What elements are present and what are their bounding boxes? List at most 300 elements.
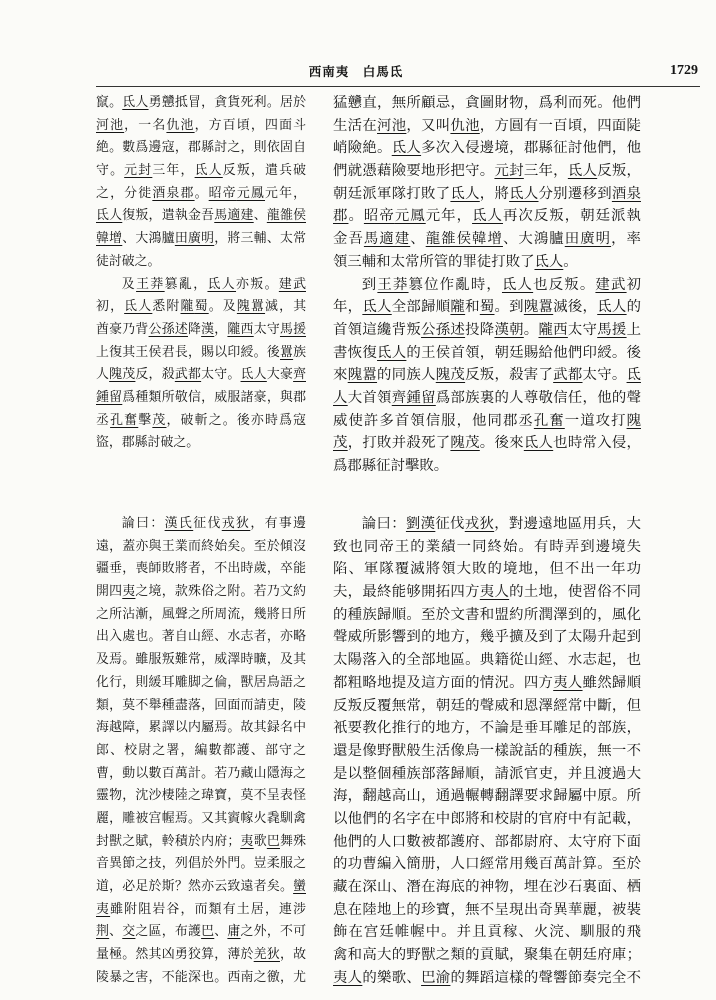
text-line: [333, 319, 641, 342]
text-run: 音異節之技，列倡於外門。豈柔服之: [96, 856, 306, 872]
underlined-proper-name: 隗茂: [450, 435, 480, 452]
underlined-proper-name: 武都: [174, 367, 202, 383]
text-run: 遠，蓋亦與王業而終始矣。至於傾沒: [96, 538, 306, 554]
text-run: 化行，則緩耳雕脚之倫，獸居鳥語之: [96, 674, 306, 690]
text-run: 之所沾漸，風聲之所周流，幾將日所: [96, 606, 306, 622]
paragraph: [333, 513, 641, 989]
underlined-proper-name: 夷人: [553, 674, 583, 691]
text-run: 。後來: [479, 435, 524, 452]
underlined-proper-name: 夷人: [333, 969, 363, 986]
underlined-proper-name: 茂: [152, 412, 167, 428]
text-run: 之區，布護: [135, 924, 202, 940]
underlined-proper-name: 隗囂: [236, 299, 266, 315]
text-run: 投降: [465, 321, 495, 338]
text-line: [333, 967, 641, 990]
text-run: 威使許多首領信服，他同郡丞: [333, 412, 534, 429]
underlined-proper-name: 巴: [201, 924, 215, 940]
text-line: [333, 513, 641, 536]
text-run: 守。: [96, 163, 125, 179]
text-run: 初: [626, 276, 641, 293]
text-run: ，: [214, 321, 228, 337]
underlined-proper-name: 酒泉: [611, 185, 641, 202]
underlined-proper-name: 河池: [377, 117, 407, 134]
text-run: ，破斬之。後亦時爲寇: [166, 412, 306, 428]
text-run: 、大鴻臚: [502, 231, 565, 248]
text-run: 亦叛。: [236, 276, 279, 292]
running-header-title: 西南夷 白馬氐: [308, 64, 404, 79]
text-line: [96, 695, 306, 718]
underlined-proper-name: 荆: [96, 924, 110, 940]
text-line: [333, 92, 641, 115]
underlined-proper-name: 隗茂: [435, 367, 466, 384]
underlined-proper-name: 蠻: [293, 879, 306, 894]
text-run: 人: [96, 367, 110, 383]
text-run: ，方圓有一百頃，四面陡: [479, 117, 641, 134]
text-line: [333, 455, 641, 478]
text-line: [333, 626, 641, 649]
text-run: 分别遷移到: [538, 185, 612, 202]
underlined-proper-name: 元鳳: [394, 208, 426, 225]
underlined-proper-name: 馬援: [279, 321, 306, 337]
text-run: 出入處也。著自山經、水志者，亦略: [96, 629, 306, 645]
text-run: 征伐: [193, 516, 222, 531]
text-run: 首領這纔背叛: [333, 321, 422, 338]
page-number: 1729: [670, 63, 698, 78]
text-line: [333, 410, 641, 433]
text-run: 三年，: [523, 163, 568, 180]
text-run: 他們的人口數被都護府、部都尉府、太守府下面: [333, 833, 641, 850]
text-run: ，故: [279, 947, 306, 963]
underlined-proper-name: 隴: [450, 299, 466, 316]
underlined-proper-name: 氐人: [362, 299, 392, 316]
underlined-proper-name: 馬適建: [363, 231, 411, 248]
text-run: 徒討破之。: [96, 253, 161, 269]
original-text-column-top: [96, 92, 306, 455]
text-run: 禽和高大的野獸之類的貢賦，聚集在朝廷府庫；: [333, 947, 641, 964]
text-run: ，率: [611, 231, 641, 248]
text-run: 丞: [96, 412, 111, 428]
translation-commentary-column: [333, 513, 641, 989]
text-run: 、: [410, 231, 426, 248]
text-run: 的樂歌、: [362, 969, 422, 986]
text-run: 勇戇抵冒，貪貨死利。居於: [148, 95, 306, 110]
underlined-proper-name: 人: [333, 389, 348, 406]
text-line: [333, 137, 641, 160]
text-run: 太守。: [201, 367, 241, 383]
text-line: [333, 432, 641, 455]
underlined-proper-name: 孔奮: [110, 412, 139, 428]
text-run: 篡位作亂時，: [408, 276, 502, 293]
text-run: 的種族歸順。至於文書和盟約所潤澤到的，風化: [333, 606, 641, 623]
text-run: 酋豪乃背: [96, 321, 149, 337]
text-run: 之，分徙: [96, 185, 153, 201]
underlined-proper-name: 韓增: [96, 231, 123, 247]
text-run: 。: [563, 253, 578, 270]
underlined-proper-name: 夷: [96, 901, 111, 917]
underlined-proper-name: 昭帝: [208, 185, 237, 201]
text-run: 盜，郡縣討破之。: [96, 435, 200, 451]
text-line: [96, 364, 306, 387]
underlined-proper-name: 夷: [240, 833, 254, 849]
text-run: 都粗略地提及這方面的情況。四方: [333, 674, 554, 691]
text-run: 生活在: [333, 117, 378, 134]
text-run: 爲種類所敬信，威服諸豪，與郡: [122, 389, 306, 405]
text-run: ，將: [479, 185, 510, 202]
text-run: 的舞蹈這樣的聲響節奏完全不: [450, 969, 641, 986]
text-run: 舞殊: [279, 833, 306, 849]
text-line: [333, 205, 641, 228]
text-line: [333, 853, 641, 876]
text-line: [96, 92, 306, 115]
text-run: 、: [253, 208, 267, 224]
text-line: [96, 876, 306, 899]
text-line: [333, 364, 641, 387]
text-run: 麗，雕被宫幄焉。又其賨幏火毳馴禽: [96, 810, 306, 826]
underlined-proper-name: 氐人: [207, 276, 237, 292]
text-run: 海越障，累譯以内屬焉。故其録名中: [96, 720, 306, 736]
text-run: 。: [348, 208, 364, 225]
underlined-proper-name: 仇池: [166, 117, 195, 133]
paragraph: [333, 274, 641, 478]
text-line: [96, 342, 306, 365]
underlined-proper-name: 巴: [266, 833, 280, 849]
text-line: [96, 183, 306, 206]
text-run: 封獸之賦，軨積於内府；: [96, 833, 241, 849]
text-run: 、大鴻臚: [122, 231, 175, 247]
text-run: 夫，最終能够開拓四方: [333, 584, 480, 601]
underlined-proper-name: 建武: [278, 276, 306, 292]
text-line: [96, 853, 306, 876]
text-run: ，又叫: [406, 117, 451, 134]
text-line: [333, 115, 641, 138]
text-run: 類，莫不舉種盡落，回面而請吏，陵: [96, 697, 306, 713]
underlined-proper-name: 夷人: [479, 584, 510, 601]
text-line: [333, 604, 641, 627]
text-run: 復叛，遣執金吾: [122, 208, 215, 224]
underlined-proper-name: 建武: [595, 276, 627, 293]
text-line: [333, 899, 641, 922]
text-line: [96, 831, 306, 854]
text-run: 。: [523, 321, 539, 338]
text-run: 。及: [208, 299, 237, 315]
underlined-proper-name: 酒泉郡: [152, 185, 195, 201]
text-run: 篡亂，: [164, 276, 208, 292]
paragraph: [333, 92, 641, 274]
underlined-proper-name: 夷: [122, 584, 136, 600]
underlined-proper-name: 田廣明: [174, 231, 215, 247]
underlined-proper-name: 氐人: [124, 299, 153, 315]
text-run: 藏在深山、潛在海底的神物，埋在沙石裏面、栖: [333, 879, 641, 895]
text-line: [96, 205, 306, 228]
text-line: [333, 921, 641, 944]
text-line: [96, 410, 306, 433]
text-run: 峭險絶。: [333, 140, 392, 157]
text-line: [96, 967, 306, 990]
text-run: 郎、校尉之署，編數都護、部守之: [96, 742, 306, 758]
text-run: 及: [121, 276, 137, 292]
underlined-proper-name: 隗: [626, 412, 641, 429]
text-run: 初，: [96, 299, 125, 315]
text-run: 還是像野獸般生活像鳥一樣說話的種族，無一不: [333, 742, 641, 759]
text-line: [333, 183, 641, 206]
underlined-proper-name: 鍾留: [96, 389, 123, 405]
text-line: [96, 513, 306, 536]
underlined-proper-name: 氐人: [96, 208, 123, 224]
underlined-proper-name: 隴: [180, 299, 195, 315]
underlined-proper-name: 河池: [96, 117, 125, 133]
underlined-proper-name: 龍雒侯: [266, 208, 306, 224]
text-run: 爲郡縣征討擊敗。: [333, 458, 449, 474]
text-line: [333, 387, 641, 410]
text-run: 太守。: [582, 367, 627, 384]
text-line: [333, 536, 641, 559]
text-run: 上: [626, 321, 641, 338]
underlined-proper-name: 氐人: [240, 367, 267, 383]
text-run: 息在陸地上的珍寶，無不呈現出奇異華麗，被裝: [333, 901, 641, 918]
text-run: 雖然歸順: [582, 674, 641, 691]
text-line: [333, 785, 641, 808]
text-line: [96, 387, 306, 410]
underlined-proper-name: 武都: [553, 367, 583, 384]
text-run: 到: [361, 276, 378, 293]
text-run: 飾在宫廷帷幄中。并且貢稼、火浣、馴服的飛: [333, 924, 641, 941]
text-run: 太陽落入的全部地區。典籍從山經、水志起，也: [333, 652, 641, 669]
text-run: 、: [214, 924, 228, 940]
text-run: ，方百頃，四面斗: [194, 117, 306, 133]
text-run: 上復其王侯君長，賜以印綬。後: [96, 344, 280, 360]
text-run: 陷、軍隊覆滅將領大敗的境地，但不出一年功: [333, 561, 641, 578]
text-run: 道，必足於斯？然亦云致遠者矣。: [96, 879, 294, 894]
text-run: 以他們的名字在中郎將和校尉的官府中有記載，: [333, 810, 641, 827]
text-line: [96, 319, 306, 342]
text-run: 擊: [138, 412, 153, 428]
text-line: [333, 831, 641, 854]
text-run: 量極。然其凶勇狡算，薄於: [96, 947, 254, 963]
underlined-proper-name: 王莽: [377, 276, 409, 293]
text-run: 的同族人: [377, 367, 436, 384]
text-run: 來: [333, 367, 348, 384]
text-run: 一道攻打: [564, 412, 627, 429]
text-line: [333, 296, 641, 319]
text-line: [96, 944, 306, 967]
text-run: 陵暴之害，不能深也。西南之徼，尤: [96, 969, 306, 985]
text-run: 之外，不可: [240, 924, 306, 940]
text-run: 反叛反覆無常，朝廷的聲威和恩澤經常中斷，但: [333, 697, 641, 714]
underlined-proper-name: 元鳳: [236, 185, 266, 201]
text-run: 竄。: [96, 95, 123, 110]
underlined-proper-name: 氐人: [450, 185, 480, 202]
text-line: [96, 626, 306, 649]
text-run: 三年，: [152, 163, 195, 179]
text-line: [96, 740, 306, 763]
text-run: 年，: [333, 299, 363, 316]
text-run: 太守: [567, 321, 598, 338]
underlined-proper-name: 隗囂: [347, 367, 378, 384]
text-line: [96, 808, 306, 831]
underlined-proper-name: 氐: [626, 367, 641, 384]
underlined-proper-name: 元封: [494, 163, 524, 180]
text-run: 悉附: [152, 299, 181, 315]
underlined-proper-name: 戎狄: [464, 516, 495, 532]
text-run: 疆垂，喪師敗將者，不出時歲，卒能: [96, 561, 306, 577]
underlined-proper-name: 隗囂: [523, 299, 554, 316]
text-run: 朝廷派軍隊打敗了: [333, 185, 451, 202]
underlined-proper-name: 氐人: [567, 163, 598, 180]
underlined-proper-name: 氐人: [122, 95, 149, 110]
underlined-proper-name: 昭帝: [363, 208, 395, 225]
underlined-proper-name: 茂: [333, 435, 348, 452]
text-run: 論曰：: [121, 516, 165, 531]
underlined-proper-name: 齊: [293, 367, 306, 383]
text-line: [333, 717, 641, 740]
text-run: 族: [293, 344, 306, 360]
text-run: 滅後，: [553, 299, 598, 316]
text-line: [96, 763, 306, 786]
text-run: ，有事邊: [250, 516, 306, 531]
underlined-proper-name: 公孫述: [148, 321, 188, 337]
text-line: [96, 921, 306, 944]
underlined-proper-name: 隴西: [227, 321, 254, 337]
underlined-proper-name: 元封: [124, 163, 153, 179]
paragraph: [96, 513, 306, 989]
text-line: [96, 581, 306, 604]
text-line: [333, 342, 641, 365]
text-run: ，打敗并殺死了: [347, 435, 451, 452]
text-run: 太守: [253, 321, 280, 337]
underlined-proper-name: 龍雒侯: [425, 231, 473, 248]
text-line: [333, 558, 641, 581]
text-line: [96, 899, 306, 922]
text-run: ，將三輔、太常: [214, 231, 306, 247]
underlined-proper-name: 氐人: [523, 435, 554, 452]
text-line: [333, 808, 641, 831]
underlined-proper-name: 氐人: [391, 140, 422, 157]
text-run: 征伐: [435, 516, 465, 532]
text-run: 海，翻越高山，通過輾轉翻譯要求歸屬中原。所: [333, 788, 641, 805]
text-line: [96, 296, 306, 319]
text-line: [96, 251, 306, 274]
text-line: [96, 604, 306, 627]
underlined-proper-name: 蜀: [479, 299, 495, 316]
text-line: [333, 228, 641, 251]
text-run: 靈物，沈沙棲陸之瑋寶，莫不呈表怪: [96, 788, 306, 804]
text-run: 和: [465, 299, 480, 316]
text-run: 們就憑藉險要地形把守。: [333, 163, 495, 180]
text-line: [96, 558, 306, 581]
text-line: [333, 160, 641, 183]
text-run: 曹，動以數百萬計。若乃藏山隱海之: [96, 765, 306, 781]
underlined-proper-name: 戎狄: [221, 516, 251, 531]
text-line: [96, 536, 306, 559]
paragraph: [96, 274, 306, 456]
text-line: [333, 672, 641, 695]
underlined-proper-name: 羌狄: [253, 947, 280, 963]
text-run: 書恢復: [333, 344, 378, 361]
header-rule: [96, 86, 700, 87]
underlined-proper-name: 劉漢: [405, 516, 436, 532]
text-run: 聲威所影響到的地方，幾乎擴及到了太陽升起到: [333, 629, 641, 646]
underlined-proper-name: 蜀: [194, 299, 209, 315]
text-line: [333, 695, 641, 718]
text-run: 大首領: [347, 389, 392, 406]
text-run: 雖附阻岩谷，而類有土居，連涉: [110, 901, 306, 917]
underlined-proper-name: 囂: [279, 344, 294, 360]
text-run: 金吾: [333, 231, 364, 248]
text-run: 是以整個種族部落歸順，請派官吏，并且渡過大: [333, 765, 641, 782]
underlined-proper-name: 孔奮: [533, 412, 565, 429]
underlined-proper-name: 仇池: [450, 117, 480, 134]
underlined-proper-name: 氐人: [377, 344, 407, 361]
text-line: [333, 876, 641, 899]
text-run: 。到: [494, 299, 524, 316]
underlined-proper-name: 隗茂: [109, 367, 136, 383]
text-line: [333, 740, 641, 763]
underlined-proper-name: 庸: [227, 924, 241, 940]
text-run: 大豪: [266, 367, 294, 383]
text-run: 滅，其: [265, 299, 306, 315]
text-run: 。: [194, 185, 209, 201]
underlined-proper-name: 氐人: [509, 185, 539, 202]
text-run: 降: [187, 321, 202, 337]
text-run: 及焉。雖服叛難常，威澤時曠，及其: [96, 652, 306, 668]
text-run: 多次入侵邊境，郡縣征討他們，他: [421, 140, 641, 157]
text-run: 之境，款殊俗之附。若乃文約: [135, 584, 306, 600]
text-line: [96, 432, 306, 455]
text-line: [96, 137, 306, 160]
text-run: 猛戇直，無所顧忌，貪圖財物，爲利而死。他們: [333, 95, 641, 111]
text-run: 反叛，遣兵破: [222, 163, 306, 179]
text-run: 的土地，使習俗不同: [509, 584, 641, 601]
text-run: 全部歸順: [391, 299, 451, 316]
text-line: [333, 581, 641, 604]
text-line: [96, 115, 306, 138]
text-run: 的功曹編入簡册，人口經常用幾百萬計算。至於: [333, 856, 641, 873]
underlined-proper-name: 馬援: [597, 321, 627, 338]
text-line: [333, 763, 641, 786]
text-run: 衹要教化推行的地方，不論是垂耳雕足的部族，: [333, 720, 641, 737]
underlined-proper-name: 氐人: [472, 208, 503, 225]
text-run: 反叛，: [597, 163, 641, 180]
underlined-proper-name: 韓增: [472, 231, 503, 248]
text-run: 、: [109, 924, 123, 940]
underlined-proper-name: 馬適建: [214, 208, 254, 224]
underlined-proper-name: 田廣明: [564, 231, 612, 248]
text-line: [333, 274, 641, 297]
text-line: [96, 785, 306, 808]
underlined-proper-name: 氐人: [501, 276, 534, 293]
text-line: [333, 649, 641, 672]
text-line: [96, 672, 306, 695]
text-run: 也時常入侵，: [553, 435, 641, 452]
text-run: 爲部族裏的人尊敬信任，他的聲: [435, 389, 641, 406]
text-run: 絶。數爲邊寇，郡縣討之，則依固自: [96, 140, 306, 156]
text-line: [96, 274, 306, 297]
underlined-proper-name: 齊鍾留: [391, 389, 436, 406]
underlined-proper-name: 氐人: [194, 163, 223, 179]
text-line: [333, 944, 641, 967]
paragraph: [96, 92, 306, 274]
text-run: 歌: [253, 833, 267, 849]
text-run: 的: [626, 299, 641, 316]
text-run: 論曰：: [361, 516, 406, 532]
text-line: [96, 160, 306, 183]
underlined-proper-name: 王莽: [136, 276, 165, 292]
underlined-proper-name: 隴西: [538, 321, 568, 338]
underlined-proper-name: 氐人: [534, 253, 564, 270]
text-run: ，一名: [124, 117, 167, 133]
text-run: 反，殺: [135, 367, 175, 383]
text-run: 也反叛。: [533, 276, 596, 293]
